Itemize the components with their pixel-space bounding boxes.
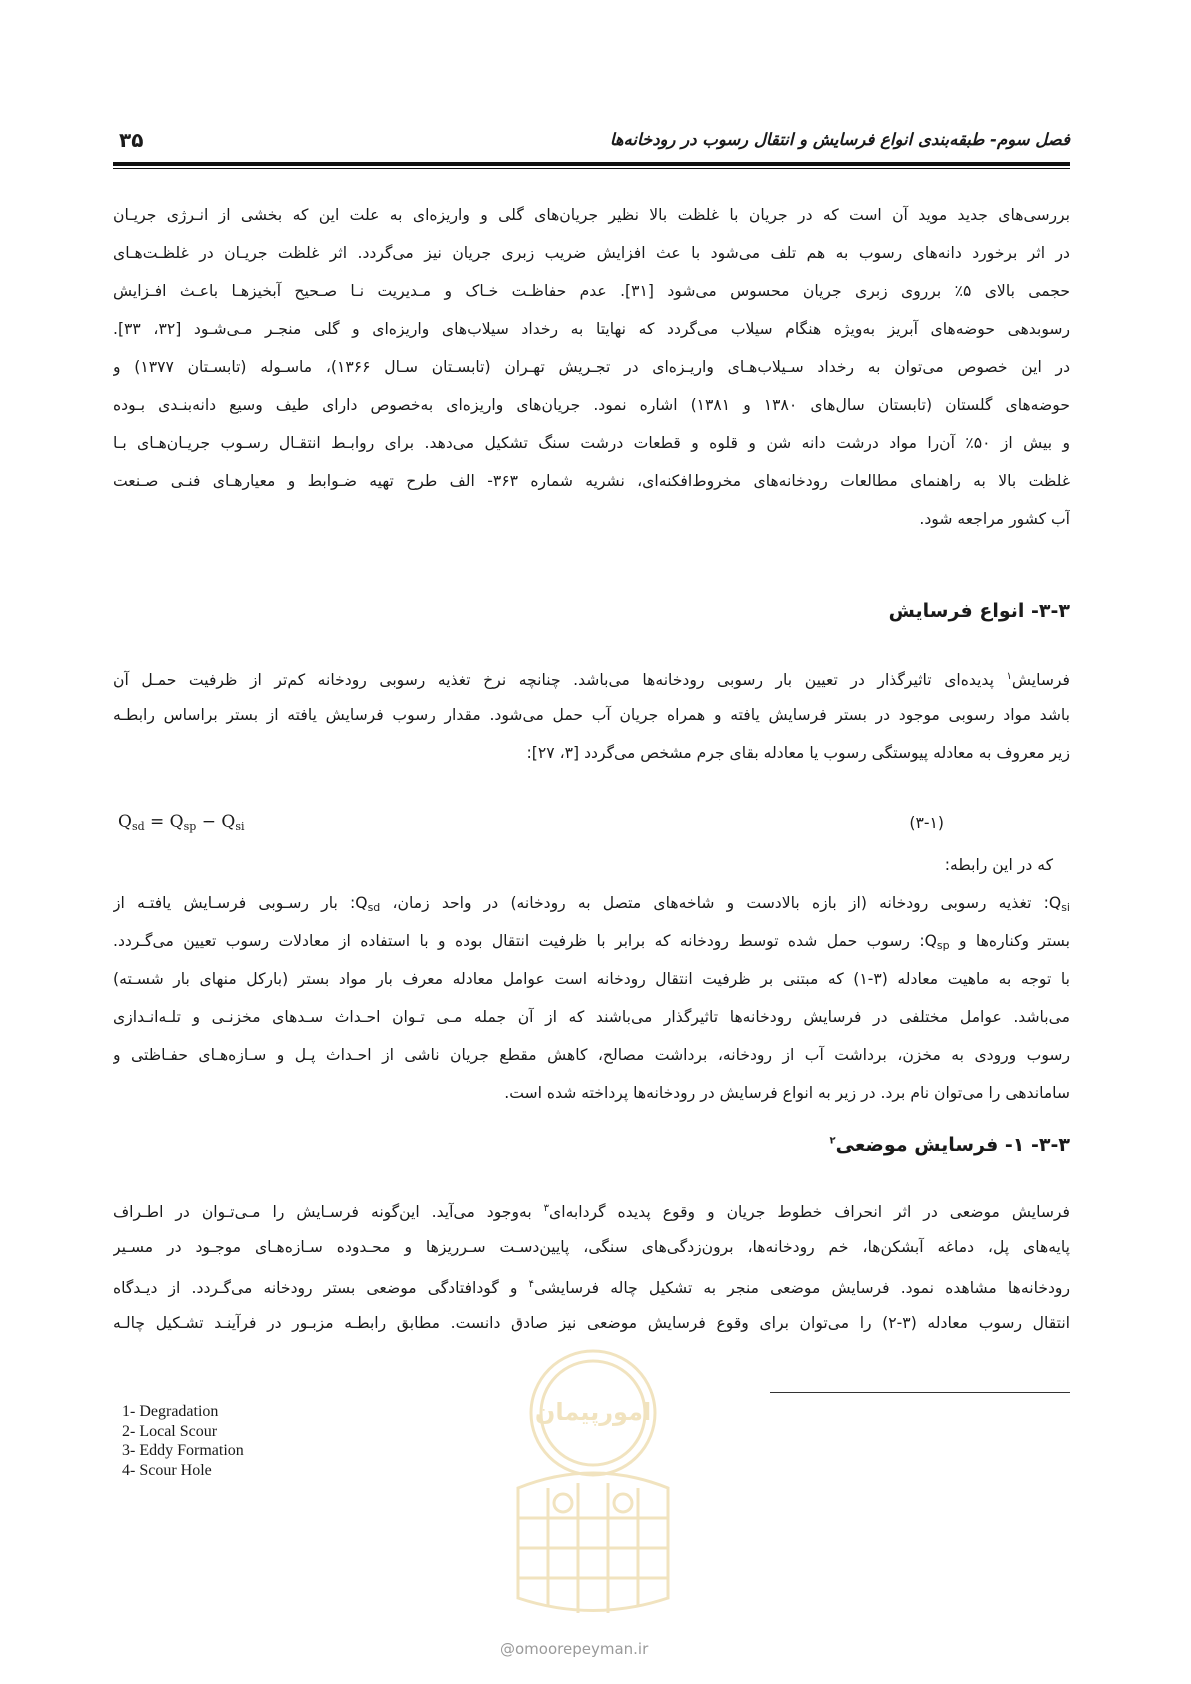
text-span: به‌وجود می‌آید. این‌گونه فرسـایش را مـی‌تـوان در اطـراف: [113, 1203, 544, 1222]
footnote-separator: [770, 1392, 1070, 1393]
text-line: رسوب ورودی به مخزن، برداشت آب از رودخانه، برداشت مصالح، کاهش مقطع جریان ناشی از احـداث پـل و سـازه‌هـای حفـاظتی و: [113, 1046, 1070, 1064]
section-heading: ۳-۳- انواع فرسایش: [888, 600, 1070, 622]
equation-formula: [118, 812, 244, 833]
paragraph-local-scour: [113, 1190, 1070, 1342]
running-title: فصل سوم- طبقه‌بندی انواع فرسایش و انتقال رسوب در رودخانه‌ها: [609, 130, 1070, 149]
watermark-emblem: [478, 1338, 708, 1628]
footnote-ref-3: ۳: [543, 1203, 550, 1214]
text-line: [113, 1190, 1070, 1228]
text-line: [113, 884, 1070, 922]
footnote-item: 2- Local Scour: [122, 1422, 218, 1440]
eq-symbol: = Q: [144, 812, 184, 832]
text-span: پدیده‌ای تاثیرگذار در تعیین بار رسوبی رودخانه‌ها می‌باشد. چنانچه نرخ تغذیه رسوبی رودخانه کم‌تر از ظرفیت حمـل آن: [113, 671, 1007, 690]
paragraph-intro: [113, 196, 1070, 538]
text-line: با توجه به ماهیت معادله (۳-۱) که مبتنی بر ظرفیت انتقال رودخانه است عوامل معادله معرف بار مواد بستر (بارکل منهای بار شسـته): [113, 970, 1070, 988]
footnote-item: 3- Eddy Formation: [122, 1442, 244, 1459]
paragraph-erosion-definition: [113, 658, 1070, 772]
text-line: حجمی بالای ۵٪ برروی زبری جریان محسوس می‌شود [۳۱]. عدم حفاظـت خـاک و مـدیریت نـا صـحیح آبخیزهـا باعـث افـزایش: [113, 282, 1070, 300]
text-line: بررسی‌های جدید موید آن است که در جریان با غلظت بالا نظیر جریان‌های گلی و واریزه‌ای به علت این که بخشی از انـرژی جریـان: [113, 206, 1070, 224]
footnote-item: 1- Degradation: [122, 1403, 219, 1420]
footnote-ref-4: ۴: [528, 1279, 534, 1290]
text-span: : بار رسـوبی فرسـایش یافتـه از: [113, 894, 356, 912]
footnotes: [122, 1402, 244, 1480]
text-line: باشد مواد رسوبی موجود در بستر فرسایش یافته و همراه جریان آب حمل می‌شود. مقدار رسوب فرسایش یافته از بستر براساس رابطـه: [113, 706, 1070, 724]
text-line: انتقال رسوب معادله (۳-۲) را می‌توان برای وقوع فرسایش موضعی نیز صادق دانست. مطابق رابطـه مزبـور در فرآینـد تشـکیل چالـه: [113, 1314, 1070, 1332]
eq-subscript: sd: [131, 820, 145, 833]
text-line: [113, 922, 1070, 960]
watermark-site: @omoorepeyman.ir: [500, 1640, 649, 1658]
footnote-item: 4- Scour Hole: [122, 1461, 212, 1479]
page-number: ۳۵: [119, 128, 144, 152]
text-span: : تغذیه رسوبی رودخانه (از بازه بالادست و شاخه‌های متصل به رودخانه) در واحد زمان،: [380, 894, 1049, 912]
symbol: [925, 932, 950, 950]
page-header: [113, 120, 1070, 160]
symbol-letter: Q: [355, 894, 368, 912]
eq-subscript: sp: [183, 820, 197, 833]
eq-symbol: Q: [118, 812, 132, 832]
heading-text: ۳-۳- ۱- فرسایش موضعی: [835, 1134, 1070, 1156]
text-line: می‌باشد. عوامل مختلفی در فرسایش رودخانه‌ها تاثیرگذار می‌باشند که از آن جمله مـی تـوان احـداث سـدهای مخزنـی و تلـه‌انـدازی: [113, 1008, 1070, 1026]
text-line: زیر معروف به معادله پیوستگی رسوب یا معادله بقای جرم مشخص می‌گردد [۳، ۲۷]:: [526, 744, 1070, 762]
text-line: حوضه‌های گلستان (تابستان سال‌های ۱۳۸۰ و ۱۳۸۱) اشاره نمود. جریان‌های واریزه‌ای به‌خصوص دارای طیف وسیع دانه‌بنـدی بـوده: [113, 396, 1070, 414]
symbol-letter: Q: [1048, 894, 1062, 912]
equation-number: (۳-۱): [909, 814, 944, 832]
text-line: و بیش از ۵۰٪ آن‌را مواد درشت دانه شن و قلوه و قطعات درشت سنگ تشکیل می‌دهد. برای روابـط انتقـال رسـوب جریـان‌هـای بـا: [113, 434, 1070, 452]
text-span: رودخانه‌ها مشاهده نمود. فرسایش موضعی منجر به تشکیل چاله فرسایشی: [533, 1279, 1070, 1298]
symbol-subscript: sd: [367, 901, 381, 914]
text-line: [113, 1266, 1070, 1304]
text-line: رسوبدهی حوضه‌های آبریز به‌ویژه هنگام سیلاب می‌گردد که نهایتا به رخداد سیلاب‌های واریزه‌ای و گلی منجـر مـی‌شـود [۳۲، ۳۳].: [113, 320, 1070, 338]
symbol-subscript: si: [1061, 901, 1070, 914]
symbol: [355, 894, 380, 912]
watermark-emblem-text: امورپیمان: [534, 1398, 652, 1426]
text-line: ساماندهی را می‌توان نام برد. در زیر به انواع فرسایش در رودخانه‌ها پرداخته شده است.: [504, 1084, 1070, 1102]
eq-symbol: − Q: [196, 812, 236, 832]
text-span: فرسایش موضعی در اثر انحراف خطوط جریان و وقوع پدیده گردابه‌ای: [549, 1203, 1070, 1222]
paragraph-where: [113, 846, 1070, 884]
text-span: و گودافتادگی موضعی بستر رودخانه می‌گـردد. از دیـدگاه: [113, 1279, 529, 1298]
eq-subscript: si: [235, 820, 245, 833]
text-span: : رسوب حمل شده توسط رودخانه که برابر با ظرفیت انتقال بوده و با استفاده از معادلات رسوب تعیین می‌گـردد.: [113, 932, 925, 950]
footnote-ref-1: ۱: [1006, 671, 1012, 682]
symbol-subscript: sp: [936, 939, 950, 952]
footnote-ref-2: ۲: [829, 1135, 836, 1147]
text-span: بستر وکناره‌ها و: [949, 932, 1070, 950]
header-rule-thick: [113, 162, 1070, 166]
text-span: فرسایش: [1011, 671, 1070, 690]
text-line: [113, 658, 1070, 696]
equation-3-1: [113, 808, 1070, 842]
text-line: پایه‌های پل، دماغه آبشکن‌ها، خم رودخانه‌ها، برون‌زدگی‌های سنگی، پایین‌دسـت سـرریزها و محـدوده سـازه‌هـای موجـود در مسـیر: [113, 1238, 1070, 1256]
paragraph-definitions: [113, 884, 1070, 1112]
header-rule-thin: [113, 168, 1070, 169]
symbol: [1049, 894, 1070, 912]
text-line: در اثر برخورد دانه‌های رسوب به هم تلف می‌شود با عث افزایش ضریب زبری جریان نیز می‌گردد. اثر غلظت جریـان در غلظـت‌هـای: [113, 244, 1070, 262]
text-line: که در این رابطه:: [944, 856, 1053, 874]
text-line: غلظت بالا به راهنمای مطالعات رودخانه‌های مخروط‌افکنه‌ای، نشریه شماره ۳۶۳- الف طرح تهیه ضـوابط و معیارهـای فنـی صـنعت: [113, 472, 1070, 490]
text-line: آب کشور مراجعه شود.: [919, 510, 1070, 528]
subsection-heading: [830, 1134, 1071, 1156]
text-line: در این خصوص می‌توان به رخداد سـیلاب‌هـای واریـزه‌ای در تجـریش تهـران (تابسـتان سـال ۱۳۶۶)، ماسـوله (تابسـتان ۱۳۷۷) و: [113, 358, 1070, 376]
symbol-letter: Q: [924, 932, 937, 950]
